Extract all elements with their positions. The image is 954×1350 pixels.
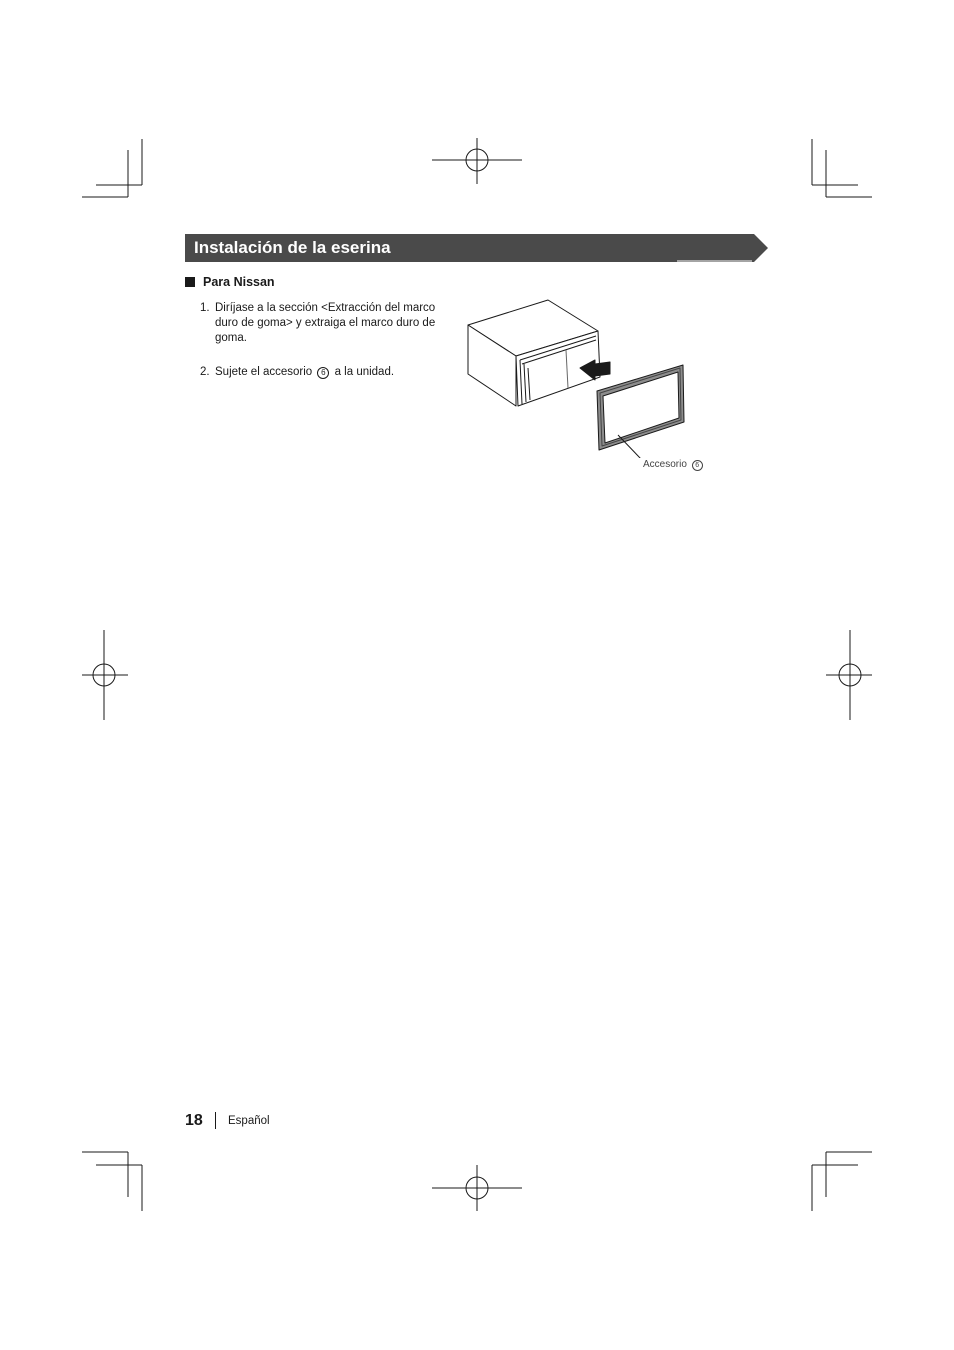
- accessory-number-badge: 6: [317, 367, 329, 379]
- instruction-steps: [200, 301, 455, 380]
- footer-divider: [215, 1112, 216, 1129]
- subsection-heading: [185, 274, 275, 290]
- list-item: [200, 365, 455, 380]
- step-text: [215, 365, 455, 380]
- footer-language: Español: [228, 1115, 270, 1127]
- section-title: Instalación de la eserina: [194, 238, 391, 257]
- installation-diagram: [466, 298, 691, 458]
- black-square-icon: [185, 277, 195, 287]
- caption-label: Accesorio: [643, 459, 687, 470]
- step-text: Diríjase a la sección <Extracción del marco duro de goma> y extraiga el marco duro de goma.: [215, 302, 436, 344]
- list-item: [200, 301, 455, 346]
- step-number: 1.: [200, 302, 210, 314]
- page-number: 18: [185, 1112, 203, 1129]
- step-text-after: a la unidad.: [334, 366, 395, 378]
- step-number: 2.: [200, 366, 210, 378]
- subsection-title: Para Nissan: [203, 275, 275, 289]
- accessory-number-badge: 6: [692, 460, 703, 471]
- figure-caption: [643, 459, 705, 471]
- step-text-before: Sujete el accesorio: [215, 366, 313, 378]
